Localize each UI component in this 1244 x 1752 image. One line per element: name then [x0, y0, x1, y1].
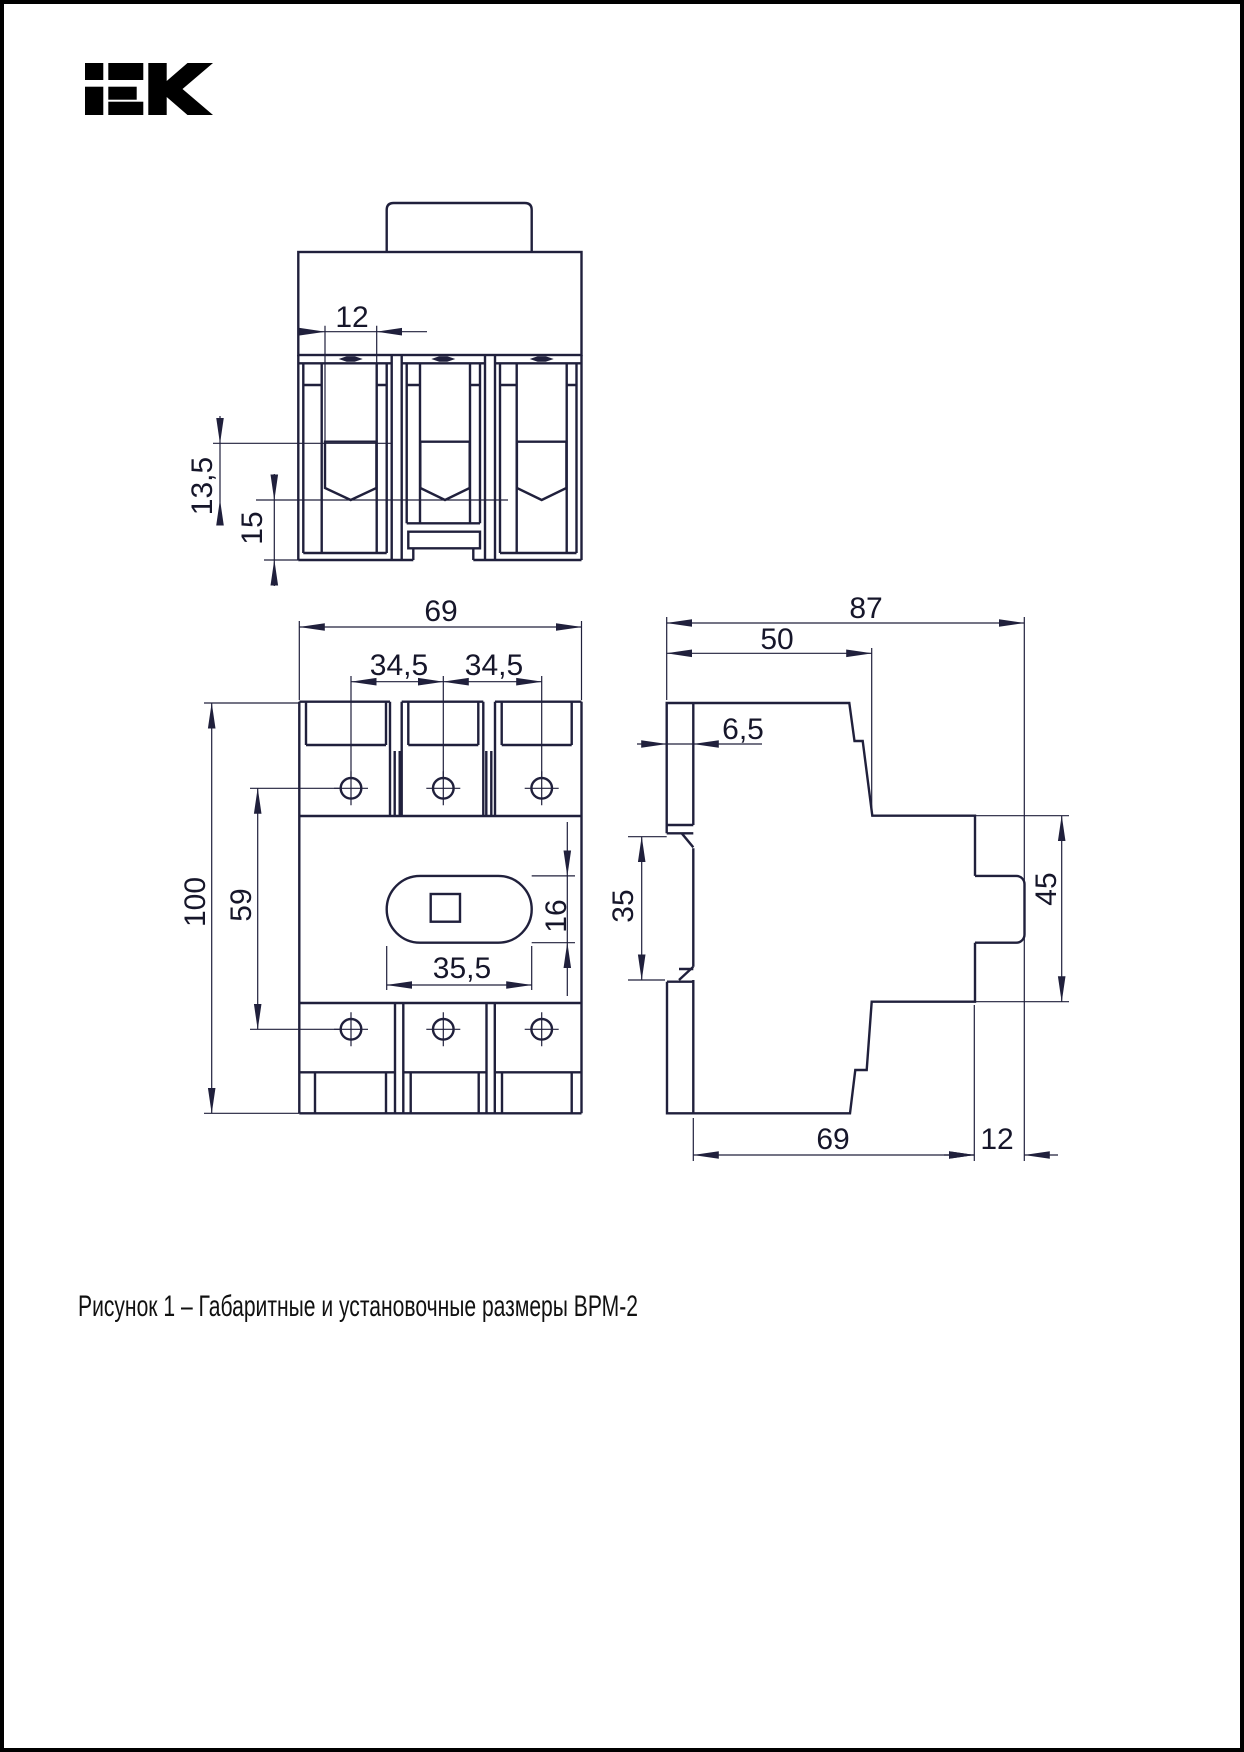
dim-side-12: 12	[980, 1123, 1014, 1156]
dim-side-35: 35	[607, 889, 640, 923]
din-rail-recess	[667, 703, 694, 1113]
logo-i-dot	[85, 63, 103, 80]
front-view	[179, 595, 582, 1113]
logo-e-bottom	[108, 102, 143, 115]
dim-top-12: 12	[335, 301, 369, 334]
top-view-wire-funnels	[325, 442, 566, 500]
handle-toggle	[431, 894, 460, 922]
front-view-dimensions	[179, 595, 582, 1113]
top-view-din-clip	[408, 532, 480, 560]
screw-slot-2	[431, 356, 455, 362]
top-view	[186, 203, 582, 586]
dim-front-35-5: 35,5	[432, 952, 492, 985]
dim-side-50: 50	[760, 623, 794, 656]
dim-front-100: 100	[179, 876, 212, 928]
dim-front-34-5-right: 34,5	[464, 649, 524, 682]
figure-caption: Рисунок 1 – Габаритные и установочные размеры ВРМ-2	[78, 1290, 638, 1323]
top-view-tab	[387, 203, 532, 252]
logo-e-top	[108, 63, 143, 80]
dim-side-45: 45	[1030, 872, 1063, 906]
side-view	[607, 592, 1069, 1161]
mounting-screws	[334, 771, 559, 1046]
handle-boss	[975, 876, 1025, 943]
top-view-inner-walls	[303, 363, 576, 553]
dim-front-34-5-left: 34,5	[369, 649, 429, 682]
dim-front-69: 69	[424, 595, 458, 628]
top-view-block-walls	[298, 355, 581, 560]
iek-logo	[85, 63, 213, 115]
screw-slot-1	[339, 356, 363, 362]
logo-k	[148, 63, 213, 115]
side-view-outline	[667, 703, 975, 1113]
screw	[525, 1012, 559, 1046]
dim-top-15: 15	[236, 511, 269, 545]
logo-i-body	[85, 87, 103, 115]
screw-slot-3	[530, 356, 554, 362]
top-view-dimensions	[186, 301, 508, 586]
dim-side-6-5: 6,5	[722, 713, 764, 746]
dim-top-13-5: 13,5	[186, 456, 219, 516]
dim-front-59: 59	[225, 888, 258, 922]
screw	[426, 1012, 460, 1046]
dim-side-87: 87	[849, 592, 883, 625]
dim-front-16: 16	[540, 899, 573, 933]
dim-side-69: 69	[816, 1123, 850, 1156]
logo-e-mid	[108, 87, 136, 100]
